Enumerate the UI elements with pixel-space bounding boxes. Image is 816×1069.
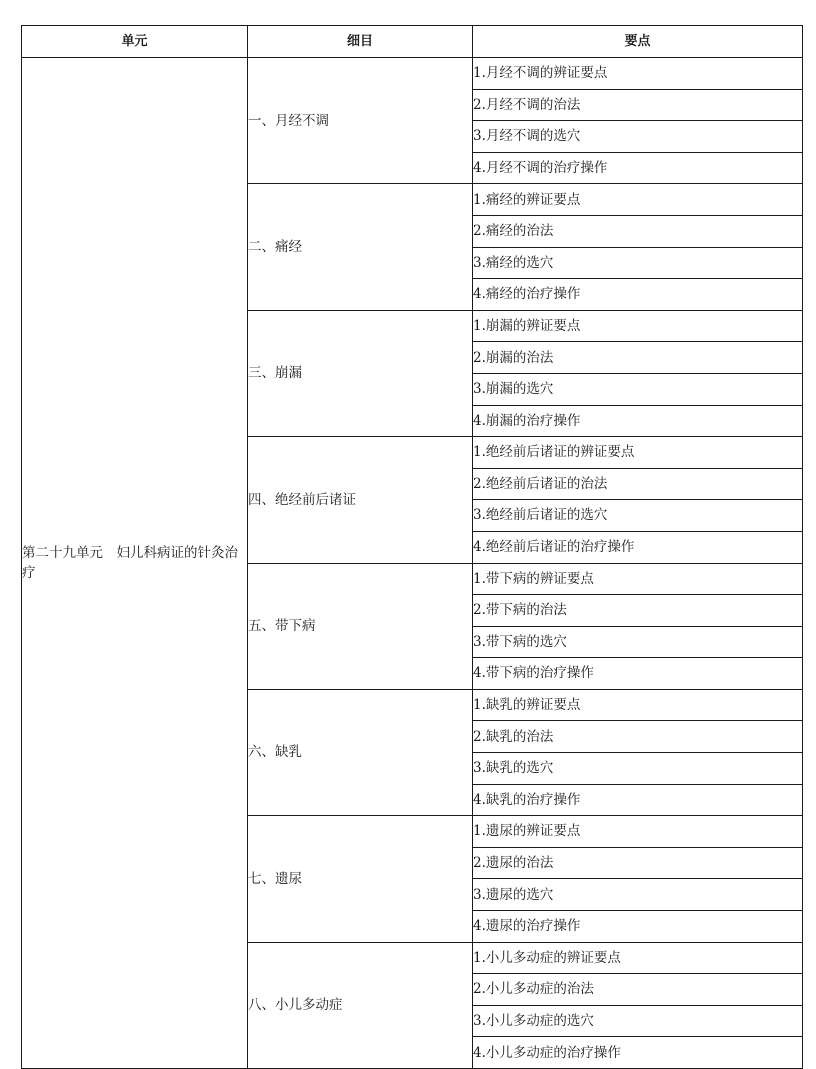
- item-cell: 六、缺乳: [248, 689, 473, 815]
- point-cell: 4.缺乳的治疗操作: [473, 784, 803, 816]
- point-cell: 2.痛经的治法: [473, 215, 803, 247]
- point-cell: 4.小儿多动症的治疗操作: [473, 1037, 803, 1069]
- point-cell: 1.缺乳的辨证要点: [473, 689, 803, 721]
- unit-title-cell: 第二十九单元 妇儿科病证的针灸治疗: [22, 58, 248, 1069]
- header-point: 要点: [473, 26, 803, 58]
- point-cell: 1.遗尿的辨证要点: [473, 816, 803, 848]
- point-cell: 3.带下病的选穴: [473, 626, 803, 658]
- point-cell: 4.崩漏的治疗操作: [473, 405, 803, 437]
- point-cell: 3.遗尿的选穴: [473, 879, 803, 911]
- point-cell: 2.小儿多动症的治法: [473, 974, 803, 1006]
- point-cell: 2.缺乳的治法: [473, 721, 803, 753]
- point-cell: 1.绝经前后诸证的辨证要点: [473, 437, 803, 469]
- syllabus-table: [21, 25, 803, 1069]
- header-row: [22, 26, 803, 58]
- item-cell: 四、绝经前后诸证: [248, 437, 473, 563]
- point-cell: 3.小儿多动症的选穴: [473, 1005, 803, 1037]
- point-cell: 1.痛经的辨证要点: [473, 184, 803, 216]
- point-cell: 4.带下病的治疗操作: [473, 658, 803, 690]
- point-cell: 1.崩漏的辨证要点: [473, 310, 803, 342]
- point-cell: 2.带下病的治法: [473, 595, 803, 627]
- item-cell: 二、痛经: [248, 184, 473, 310]
- table-row: [22, 58, 803, 90]
- point-cell: 1.带下病的辨证要点: [473, 563, 803, 595]
- point-cell: 4.遗尿的治疗操作: [473, 911, 803, 943]
- point-cell: 2.绝经前后诸证的治法: [473, 468, 803, 500]
- item-cell: 三、崩漏: [248, 310, 473, 436]
- point-cell: 4.月经不调的治疗操作: [473, 152, 803, 184]
- point-cell: 4.痛经的治疗操作: [473, 279, 803, 311]
- point-cell: 1.小儿多动症的辨证要点: [473, 942, 803, 974]
- item-cell: 七、遗尿: [248, 816, 473, 942]
- item-cell: 八、小儿多动症: [248, 942, 473, 1068]
- point-cell: 3.绝经前后诸证的选穴: [473, 500, 803, 532]
- table-body: [22, 58, 803, 1069]
- header-unit: 单元: [22, 26, 248, 58]
- point-cell: 3.月经不调的选穴: [473, 121, 803, 153]
- header-item: 细目: [248, 26, 473, 58]
- point-cell: 3.痛经的选穴: [473, 247, 803, 279]
- item-cell: 五、带下病: [248, 563, 473, 689]
- point-cell: 2.遗尿的治法: [473, 847, 803, 879]
- point-cell: 2.崩漏的治法: [473, 342, 803, 374]
- point-cell: 4.绝经前后诸证的治疗操作: [473, 531, 803, 563]
- point-cell: 1.月经不调的辨证要点: [473, 58, 803, 90]
- item-cell: 一、月经不调: [248, 58, 473, 184]
- point-cell: 3.崩漏的选穴: [473, 373, 803, 405]
- point-cell: 2.月经不调的治法: [473, 89, 803, 121]
- point-cell: 3.缺乳的选穴: [473, 753, 803, 785]
